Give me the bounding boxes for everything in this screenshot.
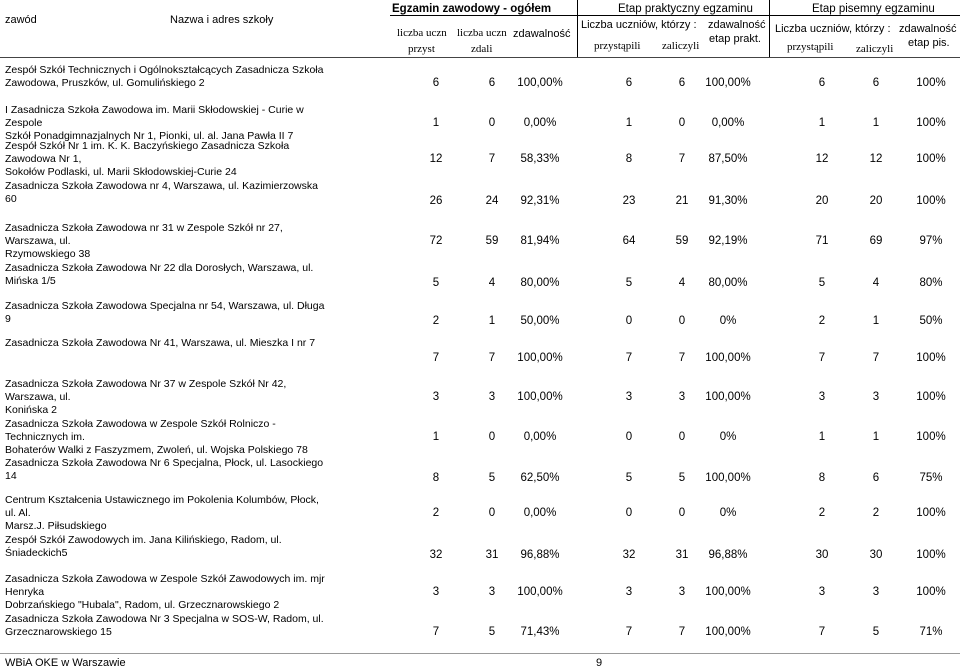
header-divider xyxy=(0,57,960,58)
table-row xyxy=(0,613,960,651)
cell-value: 3 xyxy=(872,391,880,403)
cell-value: 100% xyxy=(916,195,946,207)
cell-value: 100,00% xyxy=(705,626,751,638)
cell-value: 1 xyxy=(818,117,826,129)
cell-value: 5 xyxy=(625,472,633,484)
cell-value: 6 xyxy=(872,472,880,484)
school-name-line: Zasadnicza Szkoła Zawodowa Nr 6 Specjalna, Płock, ul. Lasockiego 14 xyxy=(5,457,324,482)
cell-value: 31 xyxy=(675,549,689,561)
cell-value: 91,30% xyxy=(708,195,748,207)
cell-value: 7 xyxy=(432,352,440,364)
header-divider xyxy=(769,0,770,58)
cell-value: 5 xyxy=(818,277,826,289)
school-name-line: Zasadnicza Szkoła Zawodowa nr 31 w Zespole Szkół nr 27, Warszawa, ul. xyxy=(5,222,283,247)
cell-value: 100% xyxy=(916,507,946,519)
cell-value: 1 xyxy=(488,315,496,327)
cell-value: 3 xyxy=(678,586,686,598)
school-name-line: Zasadnicza Szkoła Zawodowa Nr 3 Specjalna w SOS-W, Radom, ul. xyxy=(5,613,324,625)
header-zaliczyli-prakt: zaliczyli xyxy=(662,40,700,52)
table-row xyxy=(0,180,960,218)
school-name xyxy=(5,64,325,90)
cell-value: 2 xyxy=(818,507,826,519)
school-name-line: Zasadnicza Szkoła Zawodowa Specjalna nr 54, Warszawa, ul. Długa 9 xyxy=(5,300,325,325)
cell-value: 7 xyxy=(818,626,826,638)
cell-value: 0 xyxy=(625,507,633,519)
cell-value: 92,31% xyxy=(520,195,560,207)
school-name xyxy=(5,300,325,326)
cell-value: 100,00% xyxy=(705,352,751,364)
page-number: 9 xyxy=(596,657,603,669)
cell-value: 0 xyxy=(625,315,633,327)
cell-value: 7 xyxy=(678,153,686,165)
cell-value: 71,43% xyxy=(520,626,560,638)
cell-value: 8 xyxy=(432,472,440,484)
cell-value: 0 xyxy=(678,315,686,327)
header-zdawalnosc-pis-2: etap pis. xyxy=(908,37,950,49)
cell-value: 32 xyxy=(622,549,636,561)
cell-value: 2 xyxy=(872,507,880,519)
school-name-line: Konińska 2 xyxy=(5,404,57,416)
cell-value: 100% xyxy=(916,586,946,598)
school-name-line: I Zasadnicza Szkoła Zawodowa im. Marii Skłodowskiej - Curie w Zespole xyxy=(5,104,304,129)
cell-value: 5 xyxy=(872,626,880,638)
cell-value: 6 xyxy=(872,77,880,89)
cell-value: 3 xyxy=(872,586,880,598)
cell-value: 3 xyxy=(818,586,826,598)
cell-value: 6 xyxy=(488,77,496,89)
cell-value: 7 xyxy=(625,626,633,638)
cell-value: 0 xyxy=(678,117,686,129)
cell-value: 2 xyxy=(432,315,440,327)
cell-value: 100% xyxy=(916,117,946,129)
school-name-line: Sokołów Podlaski, ul. Marii Skłodowskiej-Curie 24 xyxy=(5,166,237,178)
cell-value: 2 xyxy=(432,507,440,519)
cell-value: 0% xyxy=(719,431,737,443)
cell-value: 3 xyxy=(432,586,440,598)
school-name-line: Zasadnicza Szkoła Zawodowa nr 4, Warszawa, ul. Kazimierzowska 60 xyxy=(5,180,318,205)
school-name-line: Centrum Kształcenia Ustawicznego im Pokolenia Kolumbów, Płock, ul. Al. xyxy=(5,494,319,519)
cell-value: 0 xyxy=(488,431,496,443)
cell-value: 4 xyxy=(678,277,686,289)
cell-value: 71% xyxy=(919,626,943,638)
cell-value: 30 xyxy=(815,549,829,561)
footer-rule xyxy=(0,653,960,654)
cell-value: 6 xyxy=(625,77,633,89)
header-przystapili-pis: przystąpili xyxy=(787,41,834,53)
cell-value: 12 xyxy=(429,153,443,165)
cell-value: 6 xyxy=(678,77,686,89)
table-row xyxy=(0,222,960,260)
cell-value: 3 xyxy=(488,586,496,598)
table-row xyxy=(0,64,960,102)
school-name xyxy=(5,378,325,417)
school-name xyxy=(5,494,325,533)
cell-value: 7 xyxy=(872,352,880,364)
header-zdawalnosc-pis-1: zdawalność xyxy=(899,23,957,35)
school-name-line: Zawodowa, Pruszków, ul. Gomulińskiego 2 xyxy=(5,77,205,89)
cell-value: 0,00% xyxy=(711,117,745,129)
cell-value: 31 xyxy=(485,549,499,561)
cell-value: 7 xyxy=(818,352,826,364)
cell-value: 100% xyxy=(916,391,946,403)
cell-value: 5 xyxy=(678,472,686,484)
cell-value: 80% xyxy=(919,277,943,289)
header-liczba-przyst-2: przyst xyxy=(408,43,435,55)
school-name-line: Zasadnicza Szkoła Zawodowa w Zespole Szkół Zawodowych im. mjr Henryka xyxy=(5,573,325,598)
cell-value: 100,00% xyxy=(517,77,563,89)
cell-value: 64 xyxy=(622,235,636,247)
cell-value: 1 xyxy=(432,117,440,129)
cell-value: 3 xyxy=(818,391,826,403)
cell-value: 5 xyxy=(625,277,633,289)
school-name-line: Rzymowskiego 38 xyxy=(5,248,91,260)
cell-value: 100,00% xyxy=(705,586,751,598)
cell-value: 7 xyxy=(625,352,633,364)
table-header xyxy=(0,0,960,58)
cell-value: 1 xyxy=(818,431,826,443)
cell-value: 100,00% xyxy=(705,391,751,403)
school-name-line: Zasadnicza Szkoła Zawodowa Nr 41, Warszawa, ul. Mieszka I nr 7 xyxy=(5,337,316,349)
cell-value: 21 xyxy=(675,195,689,207)
cell-value: 7 xyxy=(488,153,496,165)
school-name-line: Zespół Szkół Zawodowych im. Jana Kilińskiego, Radom, ul. Śniadeckich5 xyxy=(5,534,282,559)
cell-value: 3 xyxy=(488,391,496,403)
cell-value: 50,00% xyxy=(520,315,560,327)
header-zdawalnosc-prakt-2: etap prakt. xyxy=(709,33,761,45)
cell-value: 92,19% xyxy=(708,235,748,247)
school-name-line: Marsz.J. Piłsudskiego xyxy=(5,520,107,532)
school-name xyxy=(5,104,325,143)
header-zdawalnosc: zdawalność xyxy=(513,28,571,40)
cell-value: 4 xyxy=(872,277,880,289)
cell-value: 0% xyxy=(719,507,737,519)
cell-value: 81,94% xyxy=(520,235,560,247)
school-name xyxy=(5,534,325,560)
cell-value: 0 xyxy=(678,507,686,519)
school-name-line: Zespół Szkół Technicznych i Ogólnokształcących Zasadnicza Szkoła xyxy=(5,64,324,76)
cell-value: 0 xyxy=(488,507,496,519)
cell-value: 26 xyxy=(429,195,443,207)
cell-value: 80,00% xyxy=(708,277,748,289)
school-name-line: Dobrzańskiego "Hubala", Radom, ul. Grzecznarowskiego 2 xyxy=(5,599,280,611)
header-liczba-przyst-1: liczba uczn xyxy=(397,27,447,39)
cell-value: 0 xyxy=(488,117,496,129)
cell-value: 0 xyxy=(678,431,686,443)
school-name-line: Zasadnicza Szkoła Zawodowa Nr 37 w Zespole Szkół Nr 42, Warszawa, ul. xyxy=(5,378,287,403)
footer-label: WBiA OKE w Warszawie xyxy=(5,657,126,669)
header-etap-pisemny: Etap pisemny egzaminu xyxy=(812,3,935,15)
cell-value: 100% xyxy=(916,153,946,165)
cell-value: 59 xyxy=(675,235,689,247)
cell-value: 100% xyxy=(916,77,946,89)
cell-value: 7 xyxy=(432,626,440,638)
header-etap-praktyczny: Etap praktyczny egzaminu xyxy=(618,3,753,15)
cell-value: 100% xyxy=(916,549,946,561)
header-przystapili-prakt: przystąpili xyxy=(594,40,641,52)
header-liczba-uczniow-pis: Liczba uczniów, którzy : xyxy=(775,23,891,35)
cell-value: 72 xyxy=(429,235,443,247)
cell-value: 0,00% xyxy=(523,431,557,443)
table-row xyxy=(0,418,960,456)
school-name-line: Grzecznarowskiego 15 xyxy=(5,626,112,638)
cell-value: 12 xyxy=(815,153,829,165)
cell-value: 3 xyxy=(432,391,440,403)
school-name-line: Zasadnicza Szkoła Zawodowa w Zespole Szkół Rolniczo - Technicznych im. xyxy=(5,418,276,443)
cell-value: 100,00% xyxy=(517,391,563,403)
cell-value: 96,88% xyxy=(708,549,748,561)
school-name xyxy=(5,262,325,288)
cell-value: 87,50% xyxy=(708,153,748,165)
cell-value: 8 xyxy=(818,472,826,484)
cell-value: 100,00% xyxy=(705,77,751,89)
cell-value: 3 xyxy=(625,586,633,598)
cell-value: 5 xyxy=(488,472,496,484)
header-divider xyxy=(390,15,960,16)
school-name xyxy=(5,180,325,206)
header-divider xyxy=(577,0,578,58)
cell-value: 50% xyxy=(919,315,943,327)
cell-value: 6 xyxy=(432,77,440,89)
header-liczba-zdali-2: zdali xyxy=(471,43,493,55)
cell-value: 1 xyxy=(872,431,880,443)
school-name-line: Bohaterów Walki z Faszyzmem, Zwoleń, ul. Wojska Polskiego 78 xyxy=(5,444,308,456)
cell-value: 30 xyxy=(869,549,883,561)
school-name-line: Szkół Ponadgimnazjalnych Nr 1, Pionki, ul. al. Jana Pawła II 7 xyxy=(5,130,294,142)
cell-value: 24 xyxy=(485,195,499,207)
cell-value: 8 xyxy=(625,153,633,165)
table-row xyxy=(0,534,960,572)
cell-value: 6 xyxy=(818,77,826,89)
cell-value: 75% xyxy=(919,472,943,484)
cell-value: 100% xyxy=(916,431,946,443)
table-row xyxy=(0,378,960,416)
school-name xyxy=(5,613,325,639)
cell-value: 1 xyxy=(872,315,880,327)
cell-value: 100,00% xyxy=(517,352,563,364)
cell-value: 32 xyxy=(429,549,443,561)
cell-value: 58,33% xyxy=(520,153,560,165)
header-zawod: zawód xyxy=(5,14,37,26)
table-row xyxy=(0,262,960,300)
header-nazwa: Nazwa i adres szkoły xyxy=(170,14,274,26)
cell-value: 20 xyxy=(815,195,829,207)
table-row xyxy=(0,337,960,375)
header-egzamin-ogolem: Egzamin zawodowy - ogółem xyxy=(392,3,552,15)
cell-value: 7 xyxy=(678,352,686,364)
cell-value: 100,00% xyxy=(705,472,751,484)
cell-value: 5 xyxy=(488,626,496,638)
cell-value: 80,00% xyxy=(520,277,560,289)
cell-value: 1 xyxy=(432,431,440,443)
table-row xyxy=(0,300,960,338)
school-name xyxy=(5,457,325,483)
school-name xyxy=(5,573,325,612)
cell-value: 4 xyxy=(488,277,496,289)
cell-value: 7 xyxy=(488,352,496,364)
cell-value: 0 xyxy=(625,431,633,443)
cell-value: 0% xyxy=(719,315,737,327)
school-name xyxy=(5,337,325,350)
cell-value: 71 xyxy=(815,235,829,247)
school-name-line: Zasadnicza Szkoła Zawodowa Nr 22 dla Dorosłych, Warszawa, ul. Mińska 1/5 xyxy=(5,262,314,287)
cell-value: 59 xyxy=(485,235,499,247)
school-name-line: Zespół Szkół Nr 1 im. K. K. Baczyńskiego Zasadnicza Szkoła Zawodowa Nr 1, xyxy=(5,140,290,165)
cell-value: 7 xyxy=(678,626,686,638)
header-zaliczyli-pis: zaliczyli xyxy=(856,43,894,55)
header-zdawalnosc-prakt-1: zdawalność xyxy=(708,19,766,31)
table-row xyxy=(0,573,960,611)
cell-value: 62,50% xyxy=(520,472,560,484)
school-name xyxy=(5,418,325,457)
cell-value: 1 xyxy=(872,117,880,129)
cell-value: 2 xyxy=(818,315,826,327)
cell-value: 12 xyxy=(869,153,883,165)
cell-value: 1 xyxy=(625,117,633,129)
cell-value: 20 xyxy=(869,195,883,207)
school-name xyxy=(5,222,325,261)
school-name xyxy=(5,140,325,179)
header-liczba-uczniow-prakt: Liczba uczniów, którzy : xyxy=(581,19,697,31)
cell-value: 0,00% xyxy=(523,507,557,519)
cell-value: 3 xyxy=(678,391,686,403)
cell-value: 5 xyxy=(432,277,440,289)
table-row xyxy=(0,494,960,532)
cell-value: 97% xyxy=(919,235,943,247)
cell-value: 23 xyxy=(622,195,636,207)
header-liczba-zdali-1: liczba uczn xyxy=(457,27,507,39)
cell-value: 0,00% xyxy=(523,117,557,129)
cell-value: 100% xyxy=(916,352,946,364)
cell-value: 100,00% xyxy=(517,586,563,598)
cell-value: 69 xyxy=(869,235,883,247)
table-row xyxy=(0,140,960,178)
cell-value: 3 xyxy=(625,391,633,403)
table-row xyxy=(0,104,960,142)
table-row xyxy=(0,457,960,495)
cell-value: 96,88% xyxy=(520,549,560,561)
